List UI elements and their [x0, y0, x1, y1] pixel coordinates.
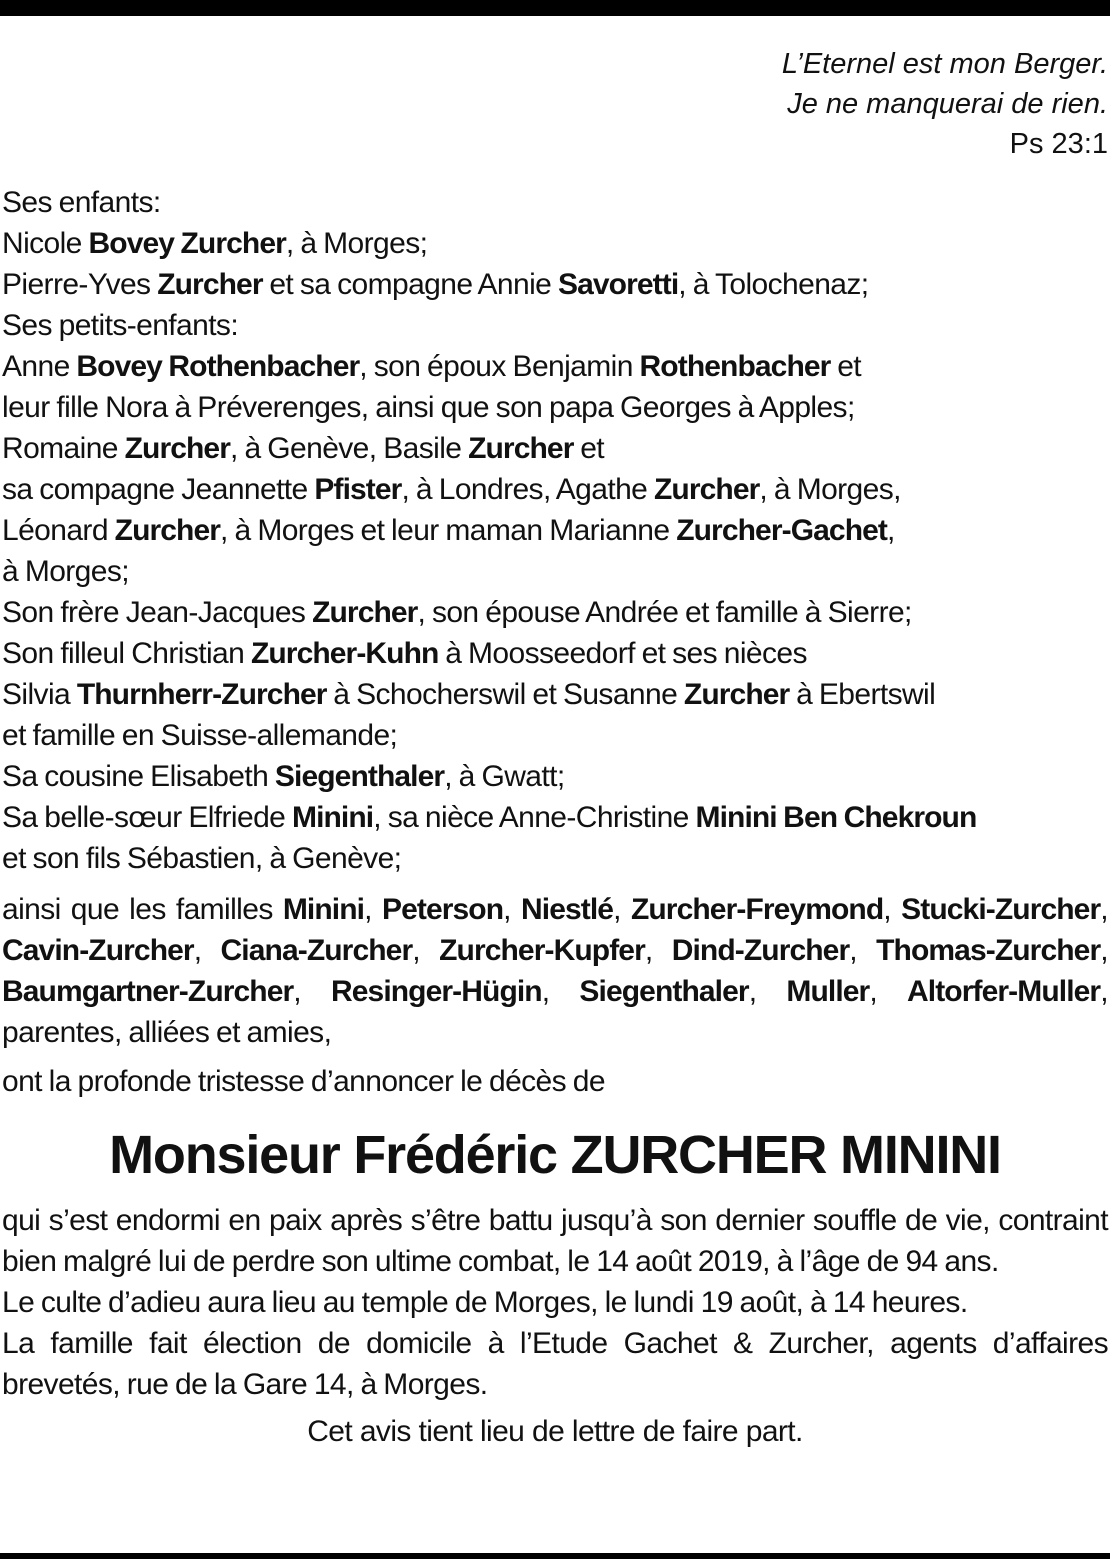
text: Sa cousine Elisabeth: [2, 760, 275, 793]
text: à Morges;: [2, 555, 129, 588]
text: Son filleul Christian: [2, 637, 251, 670]
surname: Minini Ben Chekroun: [695, 801, 977, 834]
family-name: Ciana-Zurcher: [220, 934, 413, 967]
family-name: Dind-Zurcher: [671, 934, 850, 967]
family-name-separator: ,: [883, 893, 902, 926]
family-line: [2, 551, 1108, 592]
family-name-separator: ,: [849, 934, 877, 967]
family-line: [2, 592, 1108, 633]
psalm-verse: [2, 44, 1108, 164]
text: et: [573, 432, 605, 465]
family-name: Niestlé: [521, 893, 614, 926]
surname: Minini: [291, 801, 374, 834]
text: Sa belle-sœur Elfriede: [2, 801, 292, 834]
text: , à Genève, Basile: [230, 432, 469, 465]
family-line: [2, 264, 1108, 305]
family-name-separator: ,: [869, 975, 908, 1008]
text: et son fils Sébastien, à Genève;: [2, 842, 402, 875]
verse-line-2: Je ne manquerai de rien.: [787, 88, 1108, 120]
text: , à Tolochenaz;: [678, 268, 869, 301]
text: Nicole: [2, 227, 89, 260]
surname: Zurcher: [312, 596, 418, 629]
surname: Thurnherr-Zurcher: [76, 678, 327, 711]
family-name-separator: ,: [1100, 934, 1108, 967]
surname: Rothenbacher: [639, 350, 831, 383]
text: et famille en Suisse-allemande;: [2, 719, 398, 752]
text: ,: [887, 514, 895, 547]
family-name-separator: ,: [1100, 893, 1108, 926]
surname: Zurcher: [468, 432, 574, 465]
family-name: Altorfer-Muller: [907, 975, 1101, 1008]
verse-line-1: L’Eternel est mon Berger.: [781, 48, 1108, 80]
family-line: [2, 469, 1108, 510]
text: Silvia: [2, 678, 77, 711]
text: à Schocherswil et Susanne: [326, 678, 684, 711]
family-line: [2, 346, 1108, 387]
surname: Zurcher-Gachet: [676, 514, 887, 547]
text: et: [830, 350, 862, 383]
top-border-rule: [0, 0, 1110, 16]
surname: Siegenthaler: [274, 760, 445, 793]
surname: Pfister: [314, 473, 402, 506]
family-name: Muller: [786, 975, 870, 1008]
closing-paragraph-death: qui s’est endormi en paix après s’être battu jusqu’à son dernier souffle de vie, contraint bien malgré lui de perdre son ultime combat, le 14 août 2019, à l’âge de 94 ans.: [2, 1204, 1108, 1278]
verse-reference: Ps 23:1: [1009, 128, 1108, 160]
text: Pierre-Yves: [2, 268, 158, 301]
bottom-border-rule: [0, 1553, 1110, 1559]
text: Anne: [2, 350, 77, 383]
family-list: [2, 182, 1108, 879]
text: à Ebertswil: [789, 678, 936, 711]
family-name-separator: ,: [293, 975, 331, 1008]
family-line: [2, 633, 1108, 674]
text: Romaine: [2, 432, 125, 465]
text: Léonard: [2, 514, 115, 547]
surname: Zurcher: [683, 678, 790, 711]
surname: Bovey Zurcher: [88, 227, 286, 260]
families-outro: , parentes, alliées et amies,: [2, 975, 1108, 1049]
family-name: Siegenthaler: [579, 975, 749, 1008]
family-name: Peterson: [381, 893, 504, 926]
family-name: Resinger-Hügin: [330, 975, 542, 1008]
family-line: [2, 674, 1108, 715]
family-line: [2, 223, 1108, 264]
surname: Bovey Rothenbacher: [76, 350, 360, 383]
text: , à Morges,: [759, 473, 901, 506]
family-name: Zurcher-Kupfer: [439, 934, 645, 967]
family-name: Thomas-Zurcher: [876, 934, 1101, 967]
family-line: [2, 797, 1108, 838]
closing-text: [2, 1200, 1108, 1405]
surname: Zurcher-Kuhn: [250, 637, 439, 670]
text: et sa compagne Annie: [262, 268, 558, 301]
text: , son épouse Andrée et famille à Sierre;: [417, 596, 912, 629]
family-name: Cavin-Zurcher: [2, 934, 194, 967]
family-line: [2, 428, 1108, 469]
family-line: [2, 838, 1108, 879]
family-line: [2, 756, 1108, 797]
family-line: [2, 305, 1108, 346]
family-line: [2, 387, 1108, 428]
surname: Savoretti: [557, 268, 679, 301]
family-name-separator: ,: [748, 975, 787, 1008]
closing-paragraph-domicile: La famille fait élection de domicile à l’Etude Gachet & Zurcher, agents d’affaires brevetés, rue de la Gare 14, à Morges.: [2, 1327, 1108, 1401]
families-intro: ainsi que les familles: [2, 893, 283, 926]
extended-families-paragraph: [2, 889, 1108, 1053]
text: Ses enfants:: [2, 186, 161, 219]
obituary-notice: [2, 44, 1108, 1452]
family-line: [2, 715, 1108, 756]
family-name-separator: ,: [644, 934, 672, 967]
surname: Zurcher: [654, 473, 760, 506]
deceased-name-heading: Monsieur Frédéric ZURCHER MININI: [109, 1125, 1001, 1185]
announcement-line: ont la profonde tristesse d’annoncer le décès de: [2, 1065, 605, 1098]
family-name-separator: ,: [412, 934, 440, 967]
family-name-separator: ,: [364, 893, 382, 926]
family-name-separator: ,: [503, 893, 521, 926]
family-name: Zurcher-Freymond: [630, 893, 884, 926]
family-name: Stucki-Zurcher: [901, 893, 1101, 926]
text: Ses petits-enfants:: [2, 309, 239, 342]
family-line: [2, 510, 1108, 551]
surname: Zurcher: [114, 514, 221, 547]
text: , à Morges;: [285, 227, 428, 260]
text: à Moosseedorf et ses nièces: [438, 637, 807, 670]
text: leur fille Nora à Préverenges, ainsi que son papa Georges à Apples;: [2, 391, 855, 424]
text: , à Londres, Agathe: [401, 473, 654, 506]
final-note: Cet avis tient lieu de lettre de faire part.: [307, 1415, 803, 1448]
text: , sa nièce Anne-Christine: [373, 801, 696, 834]
text: sa compagne Jeannette: [2, 473, 315, 506]
family-name: Baumgartner-Zurcher: [2, 975, 294, 1008]
family-name-separator: ,: [541, 975, 580, 1008]
text: , son époux Benjamin: [359, 350, 640, 383]
text: , à Morges et leur maman Marianne: [220, 514, 677, 547]
text: Son frère Jean-Jacques: [2, 596, 313, 629]
family-line: [2, 182, 1108, 223]
family-name-separator: ,: [193, 934, 221, 967]
surname: Zurcher: [157, 268, 263, 301]
surname: Zurcher: [124, 432, 230, 465]
closing-paragraph-service: Le culte d’adieu aura lieu au temple de Morges, le lundi 19 août, à 14 heures.: [2, 1286, 968, 1319]
family-name-separator: ,: [613, 893, 631, 926]
family-name: Minini: [282, 893, 365, 926]
text: , à Gwatt;: [444, 760, 565, 793]
